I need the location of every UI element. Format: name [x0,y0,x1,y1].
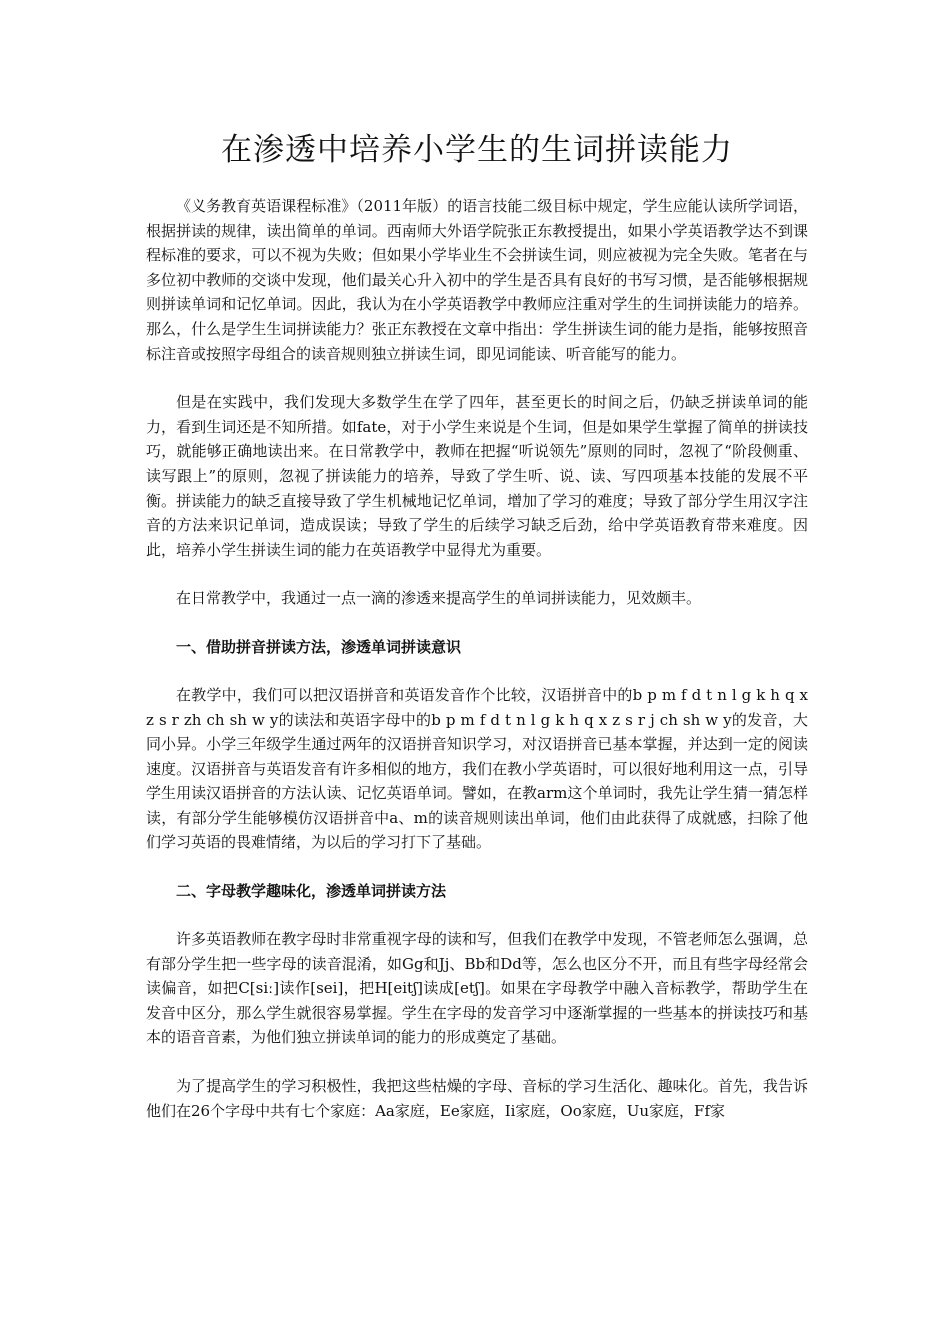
section-heading-2: 二、字母教学趣味化，渗透单词拼读方法 [176,882,447,901]
paragraph-pinyin: 在教学中，我们可以把汉语拼音和英语发音作个比较，汉语拼音中的b p m f d t n l g k h q x z s r zh ch sh w y的读法和英语字母中的b p m f d t n l g k h q x z s r j ch sh w y的发音，大同小异。小学三年级学生通过两年的汉语拼音知识学习，对汉语拼音已基本掌握，并达到一定的阅读速度。汉语拼音与英语发音有许多相似的地方，我们在教小学英语时，可以很好地利用这一点，引导学生用读汉语拼音的方法认读、记忆英语单词。譬如，在教arm这个单词时，我先让学生猜一猜怎样读，有部分学生能够模仿汉语拼音中a、m的读音规则读出单词，他们由此获得了成就感，扫除了他们学习英语的畏难情绪，为以后的学习打下了基础。 [146,685,808,852]
document-page [146,128,808,1147]
paragraph-families: 为了提高学生的学习积极性，我把这些枯燥的字母、音标的学习生活化、趣味化。首先，我告诉他们在26个字母中共有七个家庭：Aa家庭，Ee家庭，Ii家庭，Oo家庭，Uu家庭，Ff家 [146,1077,808,1120]
paragraph-letters: 许多英语教师在教字母时非常重视字母的读和写，但我们在教学中发现，不管老师怎么强调，总有部分学生把一些字母的读音混淆，如Gg和Jj、Bb和Dd等，怎么也区分不开，而且有些字母经常会读偏音，如把C[siː]读作[sei]，把H[eitʃ]读成[etʃ]。如果在字母教学中融入音标教学，帮助学生在发音中区分，那么学生就很容易掌握。学生在字母的发音学习中逐渐掌握的一些基本的拼读技巧和基本的语音音素，为他们独立拼读单词的能力的形成奠定了基础。 [146,930,808,1047]
section-heading-1: 一、借助拼音拼读方法，渗透单词拼读意识 [176,637,462,656]
paragraph-summary: 在日常教学中，我通过一点一滴的渗透来提高学生的单词拼读能力，见效颇丰。 [176,589,702,608]
paragraph-practice: 但是在实践中，我们发现大多数学生在学了四年，甚至更长的时间之后，仍缺乏拼读单词的能力，看到生词还是不知所措。如fate，对于小学生来说是个生词，但是如果学生掌握了简单的拼读技巧，就能够正确地读出来。在日常教学中，教师在把握“听说领先”原则的同时，忽视了“阶段侧重、读写跟上”的原则，忽视了拼读能力的培养，导致了学生听、说、读、写四项基本技能的发展不平衡。拼读能力的缺乏直接导致了学生机械地记忆单词，增加了学习的难度；导致了部分学生用汉字注音的方法来识记单词，造成误读；导致了学生的后续学习缺乏后劲，给中学英语教育带来难度。因此，培养小学生拼读生词的能力在英语教学中显得尤为重要。 [146,393,808,559]
paragraph-intro: 《义务教育英语课程标准》（2011年版）的语言技能二级目标中规定，学生应能认读所学词语，根据拼读的规律，读出简单的单词。西南师大外语学院张正东教授提出，如果小学英语教学达不到课程标准的要求，可以不视为失败；但如果小学毕业生不会拼读生词，则应被视为完全失败。笔者在与多位初中教师的交谈中发现，他们最关心升入初中的学生是否具有良好的书写习惯，是否能够根据规则拼读单词和记忆单词。因此，我认为在小学英语教学中教师应注重对学生的生词拼读能力的培养。那么，什么是学生生词拼读能力？张正东教授在文章中指出：学生拼读生词的能力是指，能够按照音标注音或按照字母组合的读音规则独立拼读生词，即见词能读、听音能写的能力。 [146,197,808,363]
document-title: 在渗透中培养小学生的生词拼读能力 [221,132,733,168]
